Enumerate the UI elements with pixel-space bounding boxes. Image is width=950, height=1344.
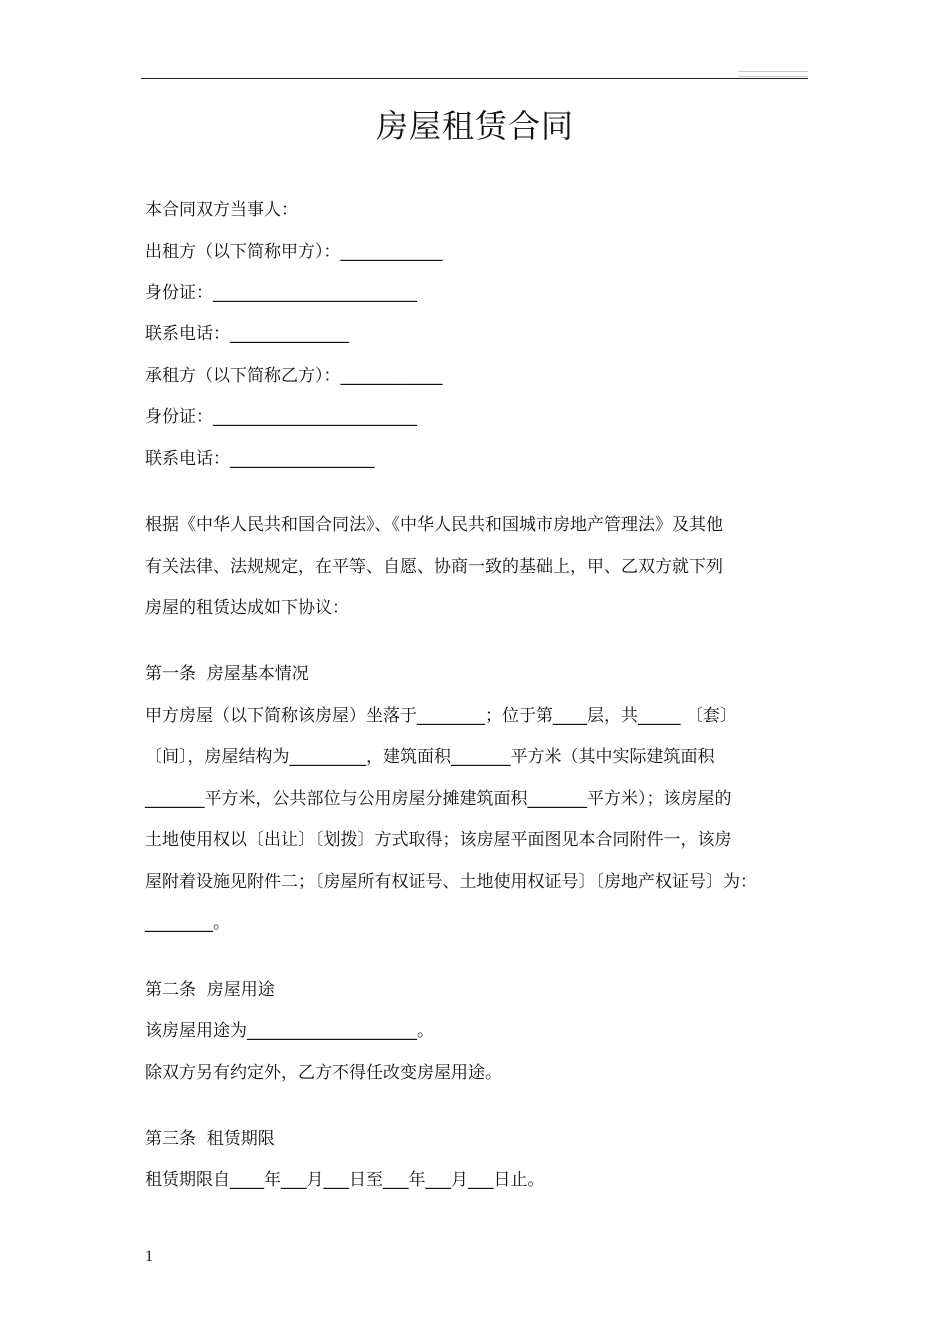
header-mark <box>738 71 808 77</box>
article-2-text: 除双方另有约定外，乙方不得任改变房屋用途。 <box>145 1063 502 1083</box>
article-2-text: 该房屋用途为____________________。 <box>145 1021 434 1041</box>
header-rule <box>141 78 808 79</box>
article-1-text: 土地使用权以〔出让〕〔划拨〕方式取得；该房屋平面图见本合同附件一，该房 <box>145 830 732 850</box>
article-1-text: _______平方米，公共部位与公用房屋分摊建筑面积_______平方米）；该房屋的 <box>145 789 732 809</box>
article-3-text: 租赁期限自____年___月___日至___年___月___日止。 <box>145 1170 545 1190</box>
article-1-text: 甲方房屋（以下简称该房屋）坐落于________；位于第____层，共_____ 〔套〕 <box>145 706 737 726</box>
article-3-heading: 第三条 租赁期限 <box>145 1129 275 1149</box>
preamble-line: 有关法律、法规规定，在平等、自愿、协商一致的基础上，甲、乙双方就下列 <box>145 557 723 577</box>
lessor-phone-line: 联系电话：______________ <box>145 324 349 344</box>
lessee-line: 承租方（以下简称乙方）：____________ <box>145 366 443 386</box>
lessor-id-line: 身份证：________________________ <box>145 283 417 303</box>
article-1-heading: 第一条 房屋基本情况 <box>145 664 309 684</box>
article-2-heading: 第二条 房屋用途 <box>145 980 275 1000</box>
article-1-text: 〔间〕，房屋结构为_________，建筑面积_______平方米（其中实际建筑面积 <box>145 747 715 767</box>
document-title: 房屋租赁合同 <box>375 107 574 145</box>
parties-intro: 本合同双方当事人： <box>145 200 298 220</box>
article-1-text: 屋附着设施见附件二；〔房屋所有权证号、土地使用权证号〕〔房地产权证号〕为： <box>145 872 757 892</box>
page-number: 1 <box>145 1248 153 1265</box>
preamble-line: 根据《中华人民共和国合同法》、《中华人民共和国城市房地产管理法》及其他 <box>145 515 723 535</box>
lessee-phone-line: 联系电话：_________________ <box>145 449 375 469</box>
preamble-line: 房屋的租赁达成如下协议： <box>145 598 349 618</box>
lessee-id-line: 身份证：________________________ <box>145 407 417 427</box>
article-1-text: ________。 <box>145 913 230 933</box>
lessor-line: 出租方（以下简称甲方）：____________ <box>145 242 443 262</box>
